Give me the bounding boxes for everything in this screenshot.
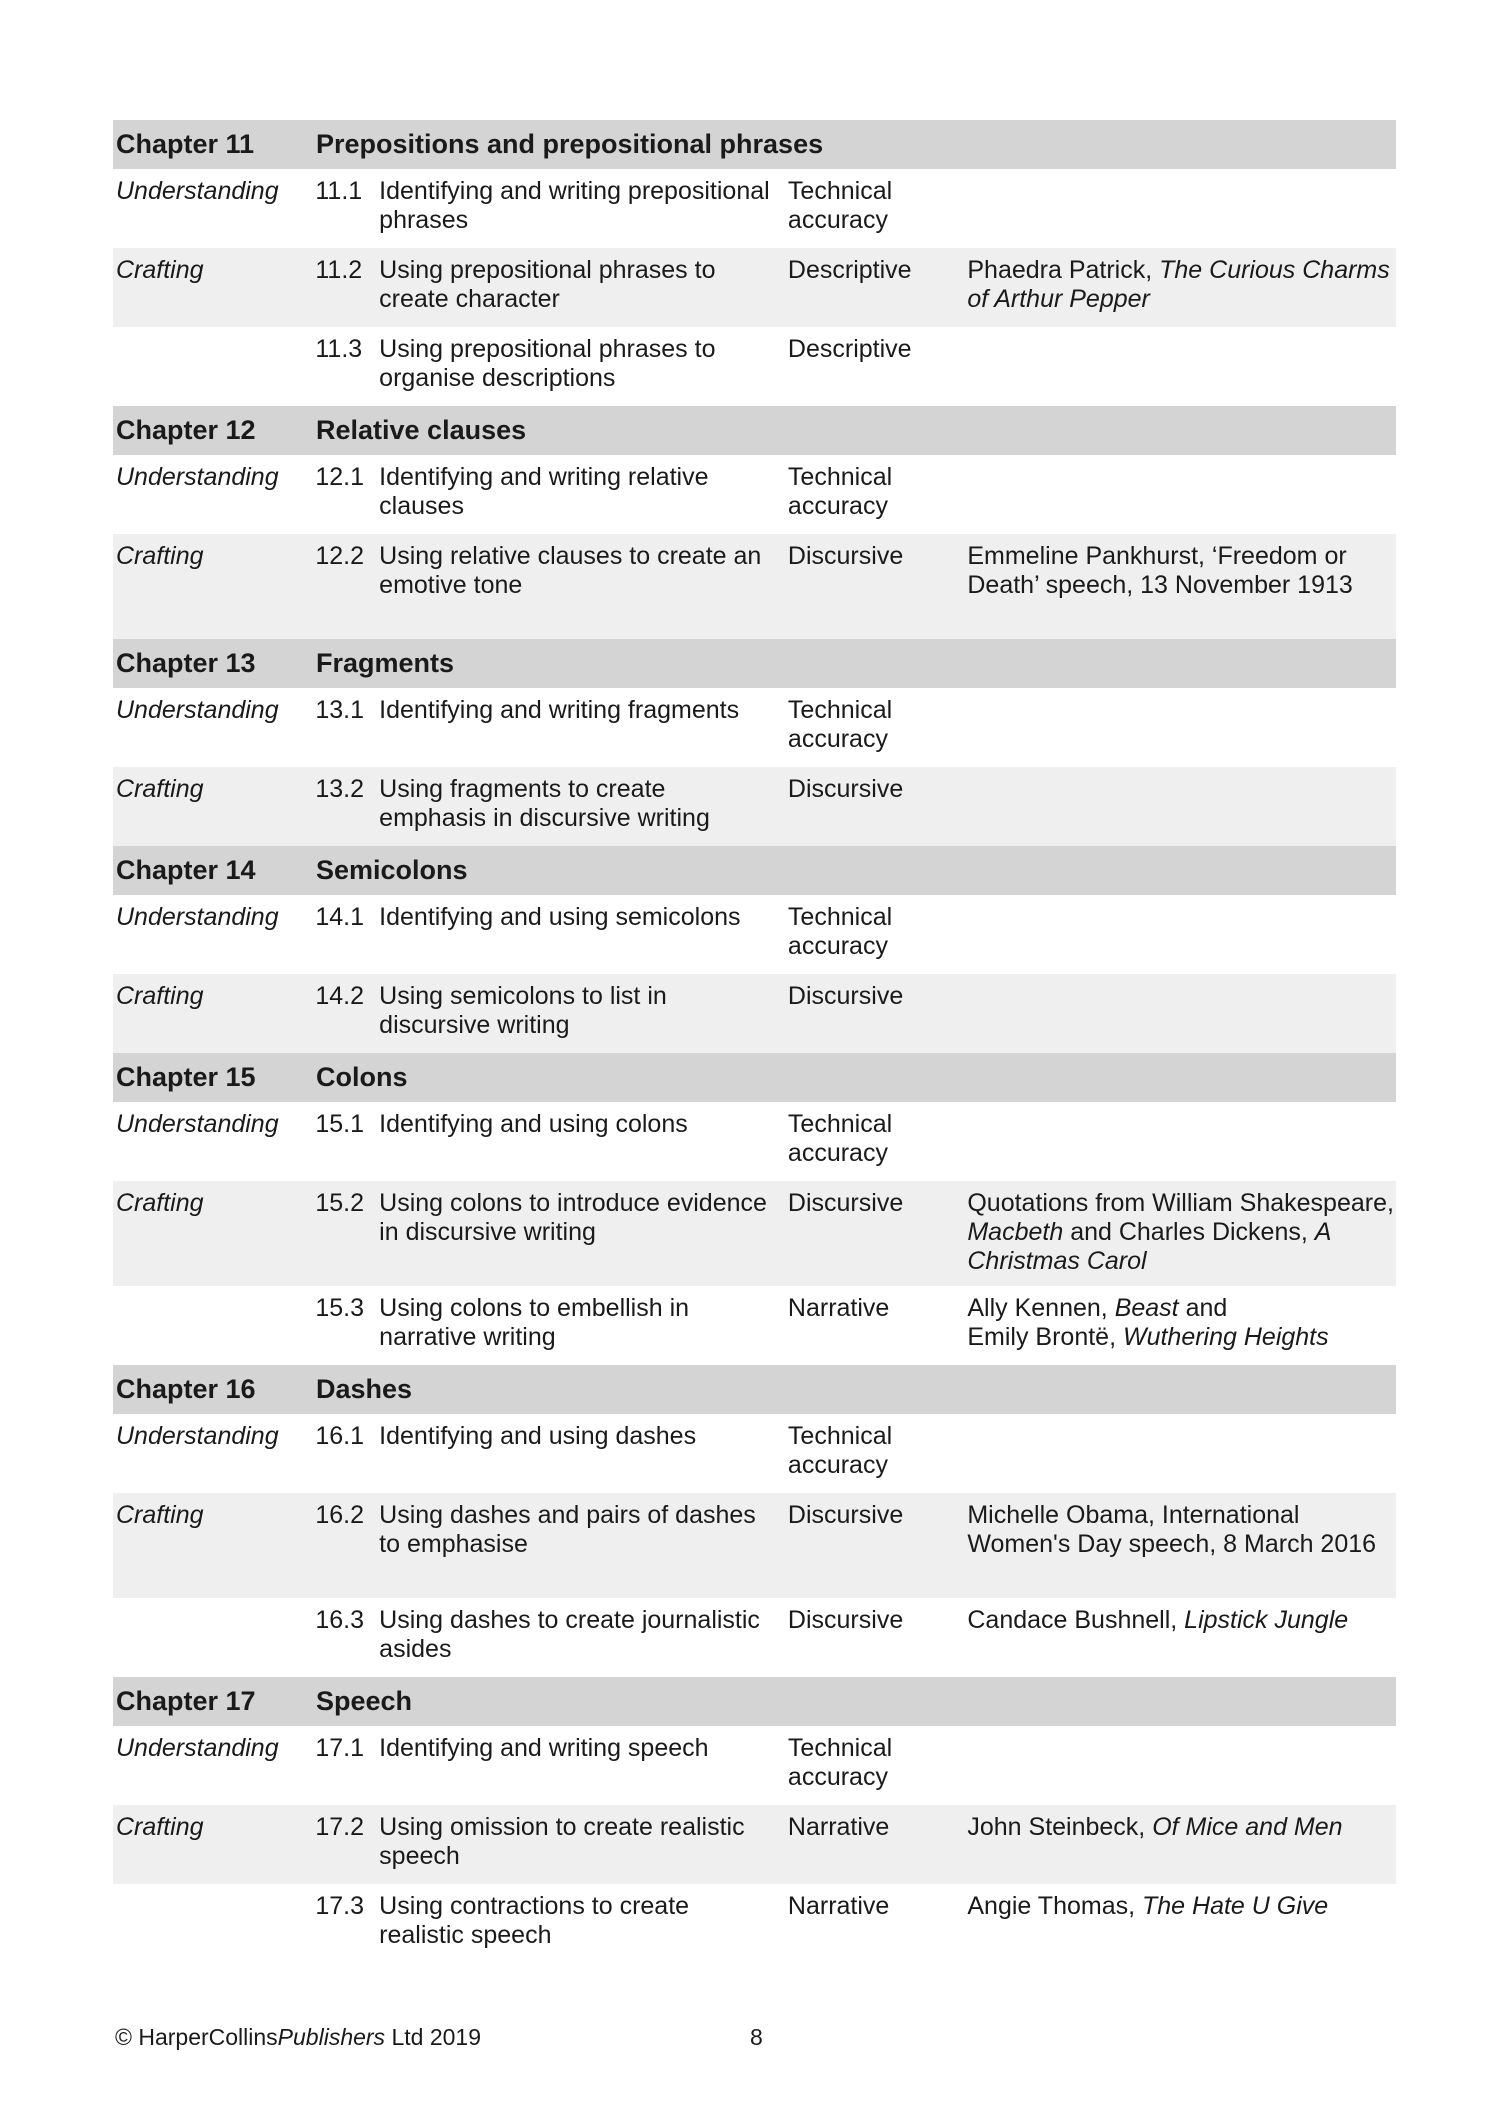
section-title: Identifying and writing prepositional phrases bbox=[379, 177, 770, 234]
chapter-title: Fragments bbox=[316, 648, 455, 678]
section-number: 12.1 bbox=[315, 463, 365, 491]
section-number: 15.2 bbox=[315, 1189, 365, 1217]
section-title: Identifying and using semicolons bbox=[379, 903, 741, 931]
table-row bbox=[113, 1181, 1396, 1286]
table-row bbox=[113, 1414, 1396, 1493]
chapter-number: Chapter 12 bbox=[116, 415, 256, 445]
chapter-title: Dashes bbox=[316, 1374, 413, 1404]
source-text bbox=[967, 1501, 1396, 1559]
source-work-title: Beast bbox=[1114, 1294, 1179, 1322]
source-text bbox=[967, 1813, 1396, 1842]
section-number: 13.2 bbox=[315, 775, 365, 803]
table-row bbox=[113, 895, 1396, 974]
table-row bbox=[113, 1726, 1396, 1805]
section-title: Using dashes and pairs of dashes to emphasise bbox=[379, 1501, 756, 1558]
writing-mode: Technical accuracy bbox=[787, 1422, 893, 1479]
source-text-part: Michelle Obama, International Women's Day speech, 8 March 2016 bbox=[967, 1501, 1377, 1558]
chapter-title: Prepositions and prepositional phrases bbox=[316, 129, 824, 159]
chapter-number: Chapter 11 bbox=[116, 129, 255, 159]
section-title: Identifying and writing speech bbox=[379, 1734, 709, 1762]
chapter-header bbox=[113, 1053, 1396, 1102]
section-number: 15.3 bbox=[315, 1294, 365, 1322]
chapter-header bbox=[113, 1677, 1396, 1726]
table-row bbox=[113, 767, 1396, 846]
chapter-title: Speech bbox=[316, 1686, 413, 1716]
section-number: 16.2 bbox=[315, 1501, 365, 1529]
table-row bbox=[113, 169, 1396, 248]
chapter-title: Semicolons bbox=[316, 855, 468, 885]
source-text-part: Quotations from William Shakespeare, bbox=[967, 1189, 1394, 1217]
skill-type: Understanding bbox=[116, 177, 279, 205]
table-row bbox=[113, 327, 1396, 406]
section-title: Using semicolons to list in discursive writing bbox=[379, 982, 667, 1039]
source-work-title: Macbeth bbox=[967, 1218, 1064, 1246]
source-text bbox=[967, 1606, 1396, 1635]
skill-type: Understanding bbox=[116, 463, 279, 491]
table-row bbox=[113, 1884, 1396, 1963]
writing-mode: Descriptive bbox=[787, 256, 912, 284]
chapter-number: Chapter 15 bbox=[116, 1062, 256, 1092]
source-text-part: and bbox=[1178, 1294, 1228, 1322]
skill-type: Crafting bbox=[116, 1501, 204, 1529]
writing-mode: Technical accuracy bbox=[787, 463, 893, 520]
skill-type: Understanding bbox=[116, 1422, 279, 1450]
skill-type: Understanding bbox=[116, 903, 279, 931]
section-number: 14.2 bbox=[315, 982, 365, 1010]
section-number: 17.1 bbox=[315, 1734, 365, 1762]
chapter-header bbox=[113, 639, 1396, 688]
source-text-part: Angie Thomas, bbox=[967, 1892, 1142, 1920]
source-text-part: Candace Bushnell, bbox=[967, 1606, 1185, 1634]
skill-type: Crafting bbox=[116, 1189, 204, 1217]
source-text-part: John Steinbeck, bbox=[967, 1813, 1153, 1841]
chapter-header bbox=[113, 1365, 1396, 1414]
writing-mode: Discursive bbox=[787, 1189, 904, 1217]
skill-type: Crafting bbox=[116, 1813, 204, 1841]
table-row bbox=[113, 974, 1396, 1053]
source-text-part: Emily Brontë, bbox=[967, 1323, 1123, 1351]
section-title: Identifying and writing relative clauses bbox=[379, 463, 709, 520]
table-row bbox=[113, 1805, 1396, 1884]
section-title: Identifying and using colons bbox=[379, 1110, 688, 1138]
skill-type: Crafting bbox=[116, 775, 204, 803]
table-row bbox=[113, 1286, 1396, 1365]
writing-mode: Narrative bbox=[787, 1294, 890, 1322]
source-work-title: A Christmas Carol bbox=[967, 1218, 1331, 1275]
section-number: 11.1 bbox=[315, 177, 363, 205]
section-title: Using dashes to create journalistic asides bbox=[379, 1606, 760, 1663]
chapter-header bbox=[113, 846, 1396, 895]
section-title: Using prepositional phrases to organise descriptions bbox=[379, 335, 716, 392]
source-work-title: The Curious Charms of Arthur Pepper bbox=[967, 256, 1390, 313]
section-title: Identifying and writing fragments bbox=[379, 696, 740, 724]
skill-type: Crafting bbox=[116, 982, 204, 1010]
table-row bbox=[113, 455, 1396, 534]
writing-mode: Technical accuracy bbox=[787, 1734, 893, 1791]
source-text-part: Ally Kennen, bbox=[967, 1294, 1115, 1322]
section-number: 14.1 bbox=[315, 903, 365, 931]
chapter-number: Chapter 13 bbox=[116, 648, 256, 678]
chapter-header bbox=[113, 406, 1396, 455]
writing-mode: Descriptive bbox=[787, 335, 912, 363]
chapter-table bbox=[113, 120, 1396, 1963]
writing-mode: Narrative bbox=[787, 1813, 890, 1841]
source-work-title: Of Mice and Men bbox=[1152, 1813, 1343, 1841]
skill-type: Understanding bbox=[116, 696, 279, 724]
writing-mode: Discursive bbox=[787, 1501, 904, 1529]
section-number: 15.1 bbox=[315, 1110, 365, 1138]
source-work-title: Wuthering Heights bbox=[1122, 1323, 1329, 1351]
section-title: Using fragments to create emphasis in discursive writing bbox=[379, 775, 710, 832]
section-title: Using colons to introduce evidence in discursive writing bbox=[379, 1189, 767, 1246]
chapter-number: Chapter 14 bbox=[116, 855, 256, 885]
table-row bbox=[113, 534, 1396, 639]
source-text bbox=[967, 256, 1396, 314]
section-title: Using prepositional phrases to create character bbox=[379, 256, 716, 313]
section-number: 11.3 bbox=[315, 335, 363, 363]
table-row bbox=[113, 1102, 1396, 1181]
source-text bbox=[967, 1189, 1396, 1276]
writing-mode: Discursive bbox=[787, 1606, 904, 1634]
writing-mode: Discursive bbox=[787, 542, 904, 570]
section-title: Using relative clauses to create an emotive tone bbox=[379, 542, 762, 599]
writing-mode: Narrative bbox=[787, 1892, 890, 1920]
source-work-title: Lipstick Jungle bbox=[1184, 1606, 1349, 1634]
section-number: 17.3 bbox=[315, 1892, 365, 1920]
source-text-part: Phaedra Patrick, bbox=[967, 256, 1160, 284]
chapter-title: Colons bbox=[316, 1062, 408, 1092]
source-text bbox=[967, 542, 1396, 600]
source-text-part: Emmeline Pankhurst, ‘Freedom or Death’ speech, 13 November 1913 bbox=[967, 542, 1353, 599]
section-number: 16.1 bbox=[315, 1422, 365, 1450]
writing-mode: Discursive bbox=[787, 982, 904, 1010]
section-title: Using contractions to create realistic speech bbox=[379, 1892, 690, 1949]
table-row bbox=[113, 1598, 1396, 1677]
chapter-title: Relative clauses bbox=[316, 415, 527, 445]
page-footer bbox=[115, 2024, 1315, 2051]
table-row bbox=[113, 248, 1396, 327]
writing-mode: Discursive bbox=[787, 775, 904, 803]
table-row bbox=[113, 1493, 1396, 1598]
section-title: Using omission to create realistic speech bbox=[379, 1813, 745, 1870]
table-row bbox=[113, 688, 1396, 767]
chapter-header bbox=[113, 120, 1396, 169]
section-title: Using colons to embellish in narrative writing bbox=[379, 1294, 690, 1351]
section-title: Identifying and using dashes bbox=[379, 1422, 697, 1450]
writing-mode: Technical accuracy bbox=[787, 903, 893, 960]
section-number: 12.2 bbox=[315, 542, 365, 570]
writing-mode: Technical accuracy bbox=[787, 1110, 893, 1167]
page-number: 8 bbox=[750, 2024, 763, 2050]
source-text bbox=[967, 1294, 1396, 1352]
writing-mode: Technical accuracy bbox=[787, 177, 893, 234]
chapter-number: Chapter 17 bbox=[116, 1686, 256, 1716]
section-number: 13.1 bbox=[315, 696, 365, 724]
source-text-part: and Charles Dickens, bbox=[1063, 1218, 1315, 1246]
skill-type: Understanding bbox=[116, 1734, 279, 1762]
section-number: 16.3 bbox=[315, 1606, 365, 1634]
skill-type: Understanding bbox=[116, 1110, 279, 1138]
skill-type: Crafting bbox=[116, 542, 204, 570]
section-number: 17.2 bbox=[315, 1813, 365, 1841]
skill-type: Crafting bbox=[116, 256, 204, 284]
source-text bbox=[967, 1892, 1396, 1921]
source-work-title: The Hate U Give bbox=[1142, 1892, 1329, 1920]
writing-mode: Technical accuracy bbox=[787, 696, 893, 753]
copyright: © HarperCollinsPublishers Ltd 2019 bbox=[115, 2024, 481, 2050]
section-number: 11.2 bbox=[315, 256, 363, 284]
chapter-number: Chapter 16 bbox=[116, 1374, 256, 1404]
